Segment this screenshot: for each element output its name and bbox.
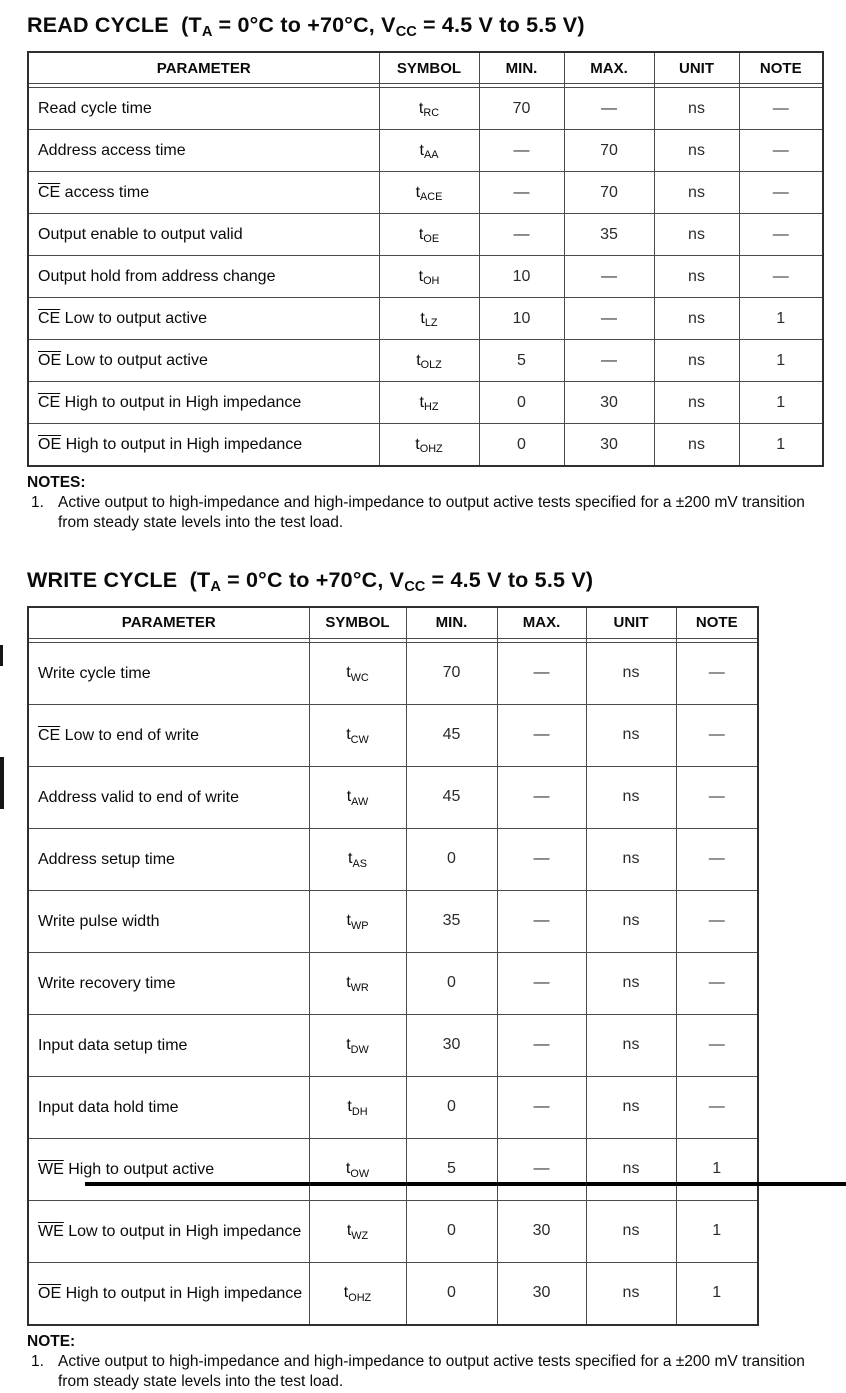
- subscript: ACE: [420, 190, 443, 203]
- subscript: CC: [404, 579, 426, 596]
- param-cell: Write cycle time: [28, 642, 309, 704]
- symbol-cell: $t_{OW}$: [309, 1138, 406, 1200]
- table-row: [28, 298, 823, 340]
- table-row: [28, 424, 823, 467]
- min-cell: —: [479, 172, 564, 214]
- max-cell: 70: [564, 130, 654, 172]
- min-cell: 45: [406, 704, 497, 766]
- min-cell: 0: [479, 382, 564, 424]
- subscript: DH: [351, 1105, 368, 1118]
- table-row: [28, 214, 823, 256]
- param-cell: Input data hold time: [28, 1076, 309, 1138]
- param-cell: Write pulse width: [28, 890, 309, 952]
- unit-cell: ns: [586, 1262, 676, 1325]
- margin-revision-bar: [0, 645, 3, 666]
- max-cell: —: [497, 828, 586, 890]
- symbol-cell: $t_{RC}$: [379, 88, 479, 130]
- note-item: [27, 493, 832, 534]
- symbol-cell: $t_{DH}$: [309, 1076, 406, 1138]
- max-cell: —: [497, 952, 586, 1014]
- param-cell: $\overline{WE}$ Low to output in High impedance: [28, 1200, 309, 1262]
- unit-cell: ns: [654, 382, 739, 424]
- subscript: LZ: [424, 316, 438, 329]
- unit-cell: ns: [654, 424, 739, 467]
- table-row: [28, 130, 823, 172]
- read-notes: [27, 474, 832, 534]
- min-cell: 35: [406, 890, 497, 952]
- subscript: OE: [423, 232, 440, 245]
- unit-cell: ns: [654, 130, 739, 172]
- subscript: CC: [395, 24, 417, 41]
- note-cell: 1: [676, 1200, 758, 1262]
- column-header-parameter: PARAMETER: [28, 607, 309, 639]
- unit-cell: ns: [654, 214, 739, 256]
- symbol-cell: $t_{WP}$: [309, 890, 406, 952]
- note-cell: —: [676, 828, 758, 890]
- note-cell: —: [676, 952, 758, 1014]
- table-row: [28, 382, 823, 424]
- param-cell: $\overline{OE}$ Low to output active: [28, 340, 379, 382]
- max-cell: 30: [497, 1200, 586, 1262]
- subscript: A: [210, 579, 221, 596]
- symbol-cell: $t_{DW}$: [309, 1014, 406, 1076]
- min-cell: 0: [406, 1262, 497, 1325]
- param-cell: Input data setup time: [28, 1014, 309, 1076]
- unit-cell: ns: [654, 88, 739, 130]
- min-cell: 30: [406, 1014, 497, 1076]
- param-cell: Read cycle time: [28, 88, 379, 130]
- param-cell: $\overline{CE}$ Low to output active: [28, 298, 379, 340]
- unit-cell: ns: [586, 890, 676, 952]
- unit-cell: ns: [586, 1138, 676, 1200]
- subscript: A: [201, 24, 213, 41]
- table-row: [28, 1262, 758, 1325]
- symbol-cell: $t_{OH}$: [379, 256, 479, 298]
- param-cell: $\overline{CE}$ access time: [28, 172, 379, 214]
- min-cell: —: [479, 130, 564, 172]
- note-cell: —: [676, 890, 758, 952]
- unit-cell: ns: [654, 298, 739, 340]
- max-cell: —: [497, 642, 586, 704]
- note-cell: —: [739, 214, 823, 256]
- symbol-cell: $t_{ACE}$: [379, 172, 479, 214]
- subscript: OHZ: [419, 442, 443, 455]
- max-cell: —: [564, 256, 654, 298]
- note-cell: 1: [739, 382, 823, 424]
- column-header-parameter: PARAMETER: [28, 52, 379, 84]
- note-cell: —: [739, 172, 823, 214]
- column-header-unit: UNIT: [654, 52, 739, 84]
- overline-signal: $\overline{OE}$: [38, 1284, 62, 1302]
- table-row: [28, 1014, 758, 1076]
- subscript: OH: [423, 274, 440, 287]
- write-cycle-table: [27, 606, 759, 1326]
- symbol-cell: $t_{AW}$: [309, 766, 406, 828]
- min-cell: 0: [479, 424, 564, 467]
- min-cell: 0: [406, 1076, 497, 1138]
- min-cell: 45: [406, 766, 497, 828]
- note-cell: 1: [739, 298, 823, 340]
- symbol-cell: $t_{OE}$: [379, 214, 479, 256]
- note-text: Active output to high-impedance and high-impedance to output active tests specified for a ±200 mV transition from steady state levels into the test load.: [58, 494, 805, 532]
- param-cell: Address access time: [28, 130, 379, 172]
- column-header-unit: UNIT: [586, 607, 676, 639]
- note-cell: —: [739, 256, 823, 298]
- min-cell: 10: [479, 256, 564, 298]
- note-cell: —: [739, 130, 823, 172]
- unit-cell: ns: [586, 704, 676, 766]
- unit-cell: ns: [586, 952, 676, 1014]
- symbol-cell: $t_{OHZ}$: [309, 1262, 406, 1325]
- max-cell: 30: [564, 382, 654, 424]
- subscript: WP: [350, 919, 369, 932]
- unit-cell: ns: [654, 172, 739, 214]
- unit-cell: ns: [586, 1076, 676, 1138]
- margin-revision-bar: [0, 757, 4, 809]
- note-cell: —: [676, 704, 758, 766]
- symbol-cell: $t_{CW}$: [309, 704, 406, 766]
- min-cell: 5: [479, 340, 564, 382]
- note-cell: —: [676, 766, 758, 828]
- note-cell: 1: [739, 424, 823, 467]
- max-cell: —: [497, 1076, 586, 1138]
- write-notes-label: NOTE:: [27, 1332, 76, 1350]
- unit-cell: ns: [586, 642, 676, 704]
- unit-cell: ns: [586, 1200, 676, 1262]
- param-cell: Output hold from address change: [28, 256, 379, 298]
- overline-signal: $\overline{CE}$: [38, 310, 61, 327]
- max-cell: 30: [564, 424, 654, 467]
- table-header-row: [28, 52, 823, 84]
- max-cell: —: [564, 88, 654, 130]
- symbol-cell: $t_{OLZ}$: [379, 340, 479, 382]
- subscript: WZ: [351, 1229, 369, 1242]
- max-cell: 30: [497, 1262, 586, 1325]
- subscript: OLZ: [420, 358, 442, 371]
- param-cell: Address setup time: [28, 828, 309, 890]
- overline-signal: $\overline{WE}$: [38, 1160, 64, 1178]
- symbol-cell: $t_{AS}$: [309, 828, 406, 890]
- param-cell: $\overline{WE}$ High to output active: [28, 1138, 309, 1200]
- symbol-cell: $t_{OHZ}$: [379, 424, 479, 467]
- symbol-cell: $t_{WR}$: [309, 952, 406, 1014]
- note-cell: 1: [676, 1262, 758, 1325]
- symbol-cell: $t_{LZ}$: [379, 298, 479, 340]
- subscript: OHZ: [348, 1291, 372, 1304]
- note-cell: —: [676, 1014, 758, 1076]
- min-cell: 5: [406, 1138, 497, 1200]
- subscript: DW: [350, 1043, 369, 1056]
- subscript: CW: [350, 733, 369, 746]
- write-cycle-title: WRITE CYCLE ($T_A = 0^\circ C$ to +70°C, $V_{CC} = 4.5$ V to 5.5 V): [27, 567, 594, 596]
- table-row: [28, 642, 758, 704]
- param-cell: $\overline{OE}$ High to output in High impedance: [28, 424, 379, 467]
- overline-signal: $\overline{CE}$: [38, 394, 61, 411]
- note-number: 1.: [31, 1352, 44, 1370]
- write-notes: [27, 1333, 832, 1393]
- column-header-min: MIN.: [479, 52, 564, 84]
- subscript: AS: [352, 857, 367, 870]
- subscript: HZ: [423, 400, 439, 413]
- min-cell: 0: [406, 828, 497, 890]
- max-cell: —: [564, 340, 654, 382]
- subscript: WR: [350, 981, 369, 994]
- min-cell: 10: [479, 298, 564, 340]
- note-cell: —: [676, 642, 758, 704]
- param-cell: Output enable to output valid: [28, 214, 379, 256]
- subscript: AW: [351, 795, 369, 808]
- param-cell: Write recovery time: [28, 952, 309, 1014]
- max-cell: —: [497, 704, 586, 766]
- unit-cell: ns: [586, 1014, 676, 1076]
- overline-signal: $\overline{WE}$: [38, 1222, 64, 1240]
- param-cell: Address valid to end of write: [28, 766, 309, 828]
- table-row: [28, 1076, 758, 1138]
- unit-cell: ns: [586, 766, 676, 828]
- subscript: AA: [423, 148, 439, 161]
- symbol-cell: $t_{WC}$: [309, 642, 406, 704]
- column-header-min: MIN.: [406, 607, 497, 639]
- read-cycle-table: [27, 51, 824, 467]
- column-header-max: MAX.: [497, 607, 586, 639]
- min-cell: 0: [406, 952, 497, 1014]
- param-cell: $\overline{CE}$ High to output in High impedance: [28, 382, 379, 424]
- min-cell: 70: [406, 642, 497, 704]
- symbol-cell: $t_{AA}$: [379, 130, 479, 172]
- subscript: WC: [350, 671, 369, 684]
- table-row: [28, 172, 823, 214]
- table-row: [28, 890, 758, 952]
- min-cell: 70: [479, 88, 564, 130]
- column-header-note: NOTE: [739, 52, 823, 84]
- table-row: [28, 1138, 758, 1200]
- note-cell: 1: [739, 340, 823, 382]
- symbol-cell: $t_{WZ}$: [309, 1200, 406, 1262]
- table-row: [28, 828, 758, 890]
- subscript: RC: [423, 106, 440, 119]
- param-cell: $\overline{CE}$ Low to end of write: [28, 704, 309, 766]
- note-cell: —: [739, 88, 823, 130]
- note-number: 1.: [31, 494, 44, 511]
- note-text: Active output to high-impedance and high-impedance to output active tests specified for a ±200 mV transition from steady state levels into the test load.: [58, 1352, 805, 1391]
- note-item: [27, 1352, 832, 1393]
- max-cell: —: [564, 298, 654, 340]
- overline-signal: $\overline{OE}$: [38, 352, 62, 369]
- footer-rule: [85, 1182, 846, 1186]
- table-row: [28, 1200, 758, 1262]
- note-cell: 1: [676, 1138, 758, 1200]
- overline-signal: $\overline{CE}$: [38, 726, 61, 744]
- max-cell: —: [497, 890, 586, 952]
- unit-cell: ns: [586, 828, 676, 890]
- max-cell: 70: [564, 172, 654, 214]
- subscript: OW: [350, 1167, 370, 1180]
- column-header-note: NOTE: [676, 607, 758, 639]
- unit-cell: ns: [654, 340, 739, 382]
- max-cell: —: [497, 1138, 586, 1200]
- table-row: [28, 952, 758, 1014]
- column-header-symbol: SYMBOL: [379, 52, 479, 84]
- table-header-row: [28, 607, 758, 639]
- symbol-cell: $t_{HZ}$: [379, 382, 479, 424]
- read-notes-label: NOTES:: [27, 474, 86, 491]
- table-row: [28, 766, 758, 828]
- max-cell: —: [497, 1014, 586, 1076]
- overline-signal: $\overline{OE}$: [38, 436, 62, 453]
- column-header-max: MAX.: [564, 52, 654, 84]
- overline-signal: $\overline{CE}$: [38, 184, 61, 201]
- table-row: [28, 340, 823, 382]
- max-cell: 35: [564, 214, 654, 256]
- read-cycle-title: READ CYCLE ($T_A = 0^\circ C$ to +70°C, $V_{CC} = 4.5$ V to 5.5 V): [27, 13, 585, 41]
- unit-cell: ns: [654, 256, 739, 298]
- min-cell: 0: [406, 1200, 497, 1262]
- max-cell: —: [497, 766, 586, 828]
- table-row: [28, 256, 823, 298]
- column-header-symbol: SYMBOL: [309, 607, 406, 639]
- param-cell: $\overline{OE}$ High to output in High impedance: [28, 1262, 309, 1325]
- note-cell: —: [676, 1076, 758, 1138]
- table-row: [28, 704, 758, 766]
- table-row: [28, 88, 823, 130]
- min-cell: —: [479, 214, 564, 256]
